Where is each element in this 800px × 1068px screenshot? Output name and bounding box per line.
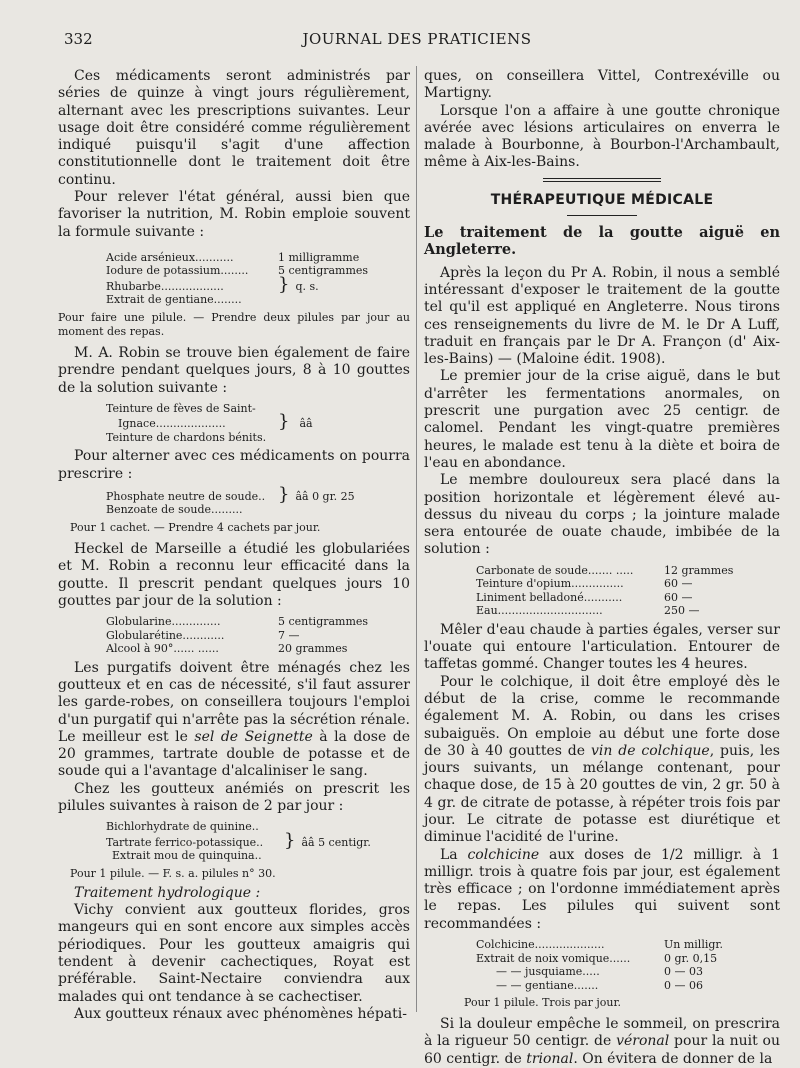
prescription [58,615,410,656]
prescription-note: Pour faire une pilule. — Prendre deux pilules par jour au moment des repas. [58,310,410,338]
prescription [58,402,410,445]
paragraph: Heckel de Marseille a étudié les globulariées et M. Robin a reconnu leur efficacité dans la goutte. Il prescrit pendant quelques jours 10 gouttes par jour de la solution : [58,540,410,609]
brace: } [278,483,290,505]
section-rule [543,178,661,182]
paragraph: Les purgatifs doivent être ménagés chez les goutteux et en cas de nécessité, s'il faut assurer les garde-robes, on conseillera toujours l'emploi d'un purgatif qui n'arrête pas la sécrétion rénale. Le meilleur est le sel de Seignette à la dose de 20 grammes, tartrate double de potasse et de soude qui a l'avantage d'alcaliniser le sang. [58,659,410,780]
journal-title: JOURNAL DES PRATICIENS [302,30,532,48]
running-header [64,30,770,54]
paragraph: Chez les goutteux anémiés on prescrit les pilules suivantes à raison de 2 par jour : [58,780,410,815]
prescription [58,251,410,307]
prescription [424,564,780,618]
prescription-line: Globularine.............. 5 centigrammes [106,615,369,629]
prescription-line: Teinture d'opium............... 60 — [476,577,693,591]
prescription-note: Pour 1 cachet. — Prendre 4 cachets par jour. [70,520,321,534]
section-title: THÉRAPEUTIQUE MÉDICALE [490,191,714,208]
prescription-line: Liniment belladoné........... 60 — [476,590,693,604]
prescription-line: Carbonate de soude....... ..... 12 grammes [476,563,734,577]
article-title: Le traitement de la goutte aiguë en Angleterre. [424,224,780,259]
prescription-line: — — gentiane....... 0 — 06 [496,978,703,992]
paragraph: Ces médicaments seront administrés par séries de quinze à vingt jours régulièrement, alternant avec les prescriptions suivantes. Leur usage doit être considéré comme régulièrement indiqué puisqu'il s'agit d'une affection constitutionnelle dont le traitement doit être continu. [58,68,410,188]
prescription-line: Teinture de fèves de Saint- [106,401,256,415]
paragraph: Après la leçon du Pr A. Robin, il nous a semblé intéressant d'exposer le traitement de la goutte tel qu'il est appliqué en Angleterre. Nous tirons ces renseignements du livre de M. le Dr A Luff, traduit en français par le Dr A. Françon (d' Aix-les-Bains) — (Maloine édit. 1908). [424,264,780,368]
prescription-line: Ignace.................... } ââ [118,411,313,433]
paragraph: Mêler d'eau chaude à parties égales, verser sur l'ouate qui entoure l'articulation. Entourer de taffetas gommé. Changer toutes les 4 heures. [424,621,780,673]
paragraph: M. A. Robin se trouve bien également de faire prendre pendant quelques jours, 8 à 10 gouttes de la solution suivante : [58,344,410,396]
paragraph: La colchicine aux doses de 1/2 milligr. à 1 milligr. trois à quatre fois par jour, est également très efficace ; on l'ordonne immédiatement après le repas. Les pilules qui suivent sont recommandées : [424,846,780,932]
prescription [58,483,410,517]
prescription-line: Extrait de gentiane........ [106,293,242,307]
prescription-line: Acide arsénieux........... 1 milligramme [106,250,360,264]
prescription-line: Globularétine............ 7 — [106,628,300,642]
right-column [424,68,780,1068]
paragraph: Le membre douloureux sera placé dans la position horizontale et légèrement élevé au-dessus du niveau du corps ; la jointure malade sera entourée de ouate chaude, imbibée de la solution : [424,472,780,558]
column-divider [416,66,417,1012]
prescription-note: Pour 1 pilule. Trois par jour. [464,996,621,1010]
title-rule [567,215,637,216]
paragraph: Pour alterner avec ces médicaments on pourra prescrire : [58,448,410,482]
paragraph: Pour le colchique, il doit être employé dès le début de la crise, comme le recommande également M. A. Robin, ou dans les crises subaiguës. On emploie au début une forte dose de 30 à 40 gouttes de vin de colchique, puis, les jours suivants, un mélange contenant, pour chaque dose, de 15 à 20 gouttes de vin, 2 gr. 50 à 4 gr. de citrate de potasse, à répéter trois fois par jour. Le citrate de potasse est diurétique et diminue l'acidité de l'urine. [424,673,780,846]
prescription-line: Iodure de potassium........ 5 centigrammes [106,264,369,278]
paragraph: ques, on conseillera Vittel, Contrexéville ou Martigny. [424,68,780,102]
prescription-line: Rhubarbe.................. } q. s. [106,273,319,295]
prescription-line: Phosphate neutre de soude.. } ââ 0 gr. 25 [106,483,355,505]
prescription-line: Bichlorhydrate de quinine.. [106,820,259,834]
prescription-line: Teinture de chardons bénits. [106,430,267,444]
prescription-note: Pour 1 pilule. — F. s. a. pilules n° 30. [70,866,276,880]
prescription [58,820,410,863]
brace: } [278,411,290,433]
left-column [58,68,410,1023]
prescription [424,938,780,992]
prescription-line: Extrait de noix vomique...... 0 gr. 0,15 [476,951,718,965]
paragraph: Pour relever l'état général, aussi bien que favoriser la nutrition, M. Robin emploie souvent la formule suivante : [58,189,410,240]
prescription-line: Benzoate de soude......... [106,503,243,517]
paragraph: Si la douleur empêche le sommeil, on prescrira à la rigueur 50 centigr. de véronal pour la nuit ou 60 centigr. de trional. On évitera de donner de la [424,1016,780,1067]
subheading: Traitement hydrologique : [74,884,261,901]
brace: } [278,273,290,295]
paragraph: Vichy convient aux goutteux florides, gros mangeurs qui en sont encore aux simples accès périodiques. Pour les goutteux amaigris qui tendent à devenir cachectiques, Royat est préférable. Saint-Nectaire conviendra aux malades qui ont tendance à se cachectiser. [58,902,410,1005]
prescription-line: — — jusquiame..... 0 — 03 [496,965,703,979]
paragraph: Le premier jour de la crise aiguë, dans le but d'arrêter les fermentations anormales, on prescrit une purgation avec 25 centigr. de calomel. Pendant les vingt-quatre premières heures, le malade est tenu à la diète et boira de l'eau en abondance. [424,368,780,471]
prescription-line: Alcool à 90°...... ...... 20 grammes [106,642,348,656]
prescription-line: Tartrate ferrico-potassique.. } ââ 5 centigr. [106,829,371,851]
brace: } [284,829,296,851]
prescription-line: Colchicine.................... Un milligr. [476,938,723,952]
prescription-line: Eau.............................. 250 — [476,604,700,618]
prescription-line: Extrait mou de quinquina.. [112,849,262,863]
paragraph: Aux goutteux rénaux avec phénomènes hépati- [74,1005,407,1022]
page-number: 332 [64,30,93,48]
paragraph: Lorsque l'on a affaire à une goutte chronique avérée avec lésions articulaires on enverra le malade à Bourbonne, à Bourbon-l'Archambault, même à Aix-les-Bains. [424,102,780,171]
